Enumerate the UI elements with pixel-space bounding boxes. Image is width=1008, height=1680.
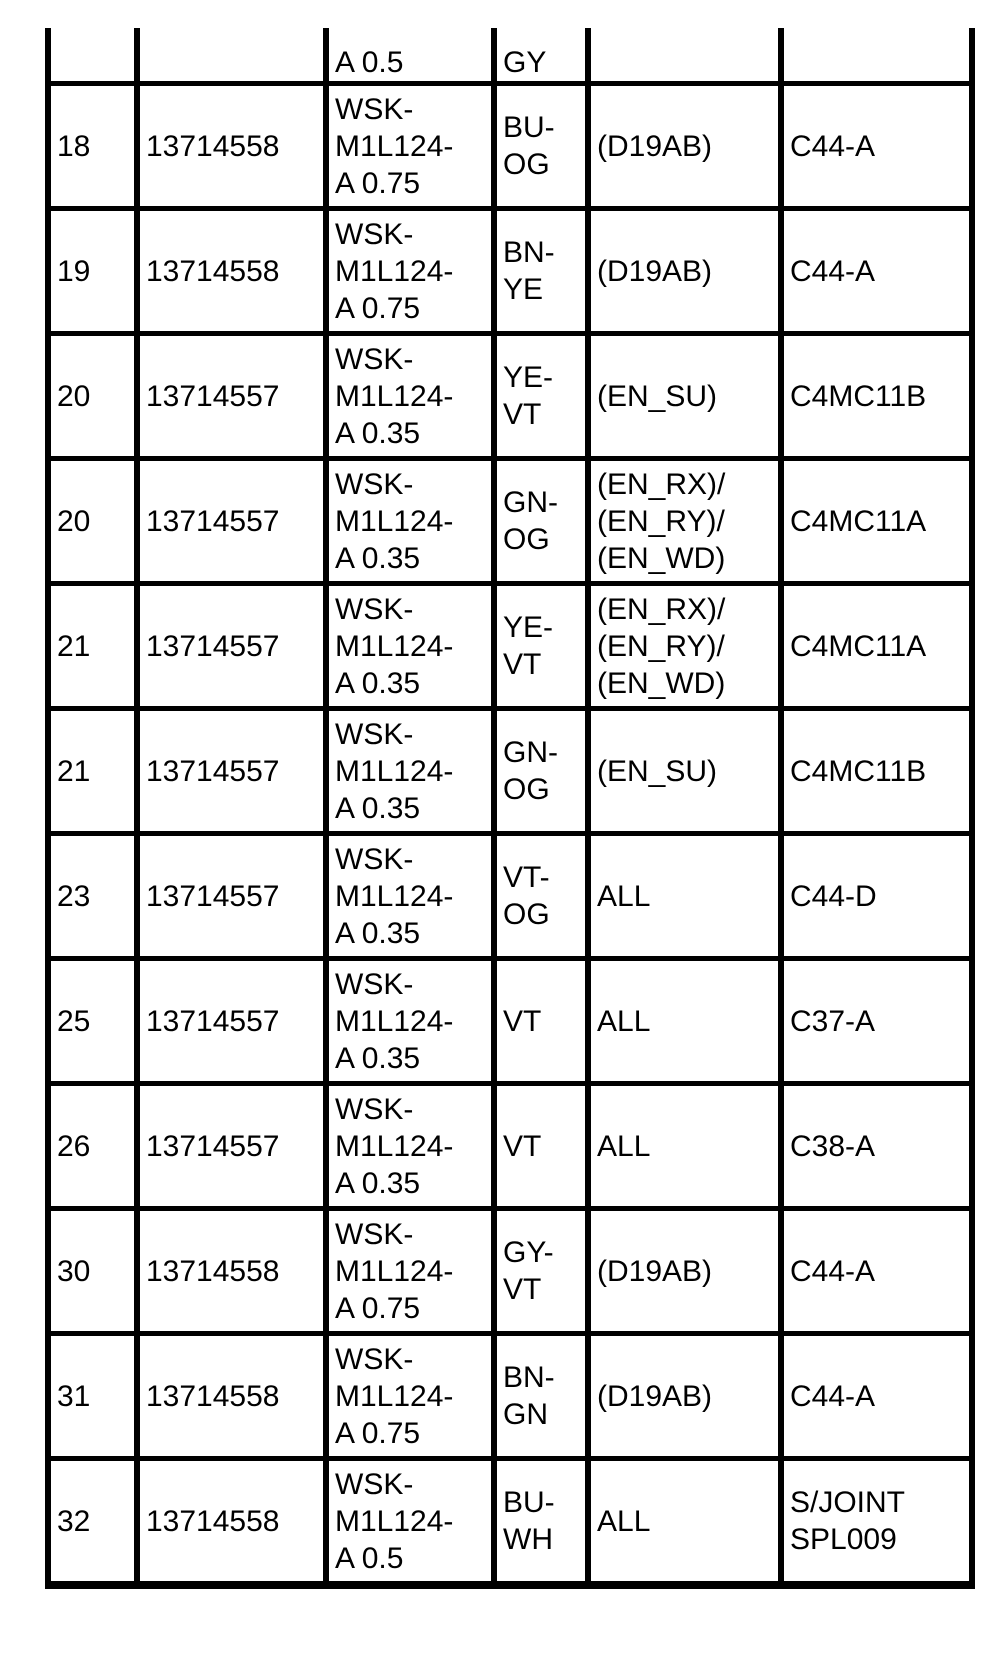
part-number-cell: 13714558	[137, 1209, 326, 1334]
table-row	[48, 584, 972, 709]
part-number-cell: 13714557	[137, 1084, 326, 1209]
wire-spec-cell: WSK- M1L124- A 0.75	[326, 1209, 494, 1334]
part-number-cell: 13714557	[137, 334, 326, 459]
wire-spec-cell: WSK- M1L124- A 0.35	[326, 834, 494, 959]
wire-spec-cell: WSK- M1L124- A 0.75	[326, 209, 494, 334]
destination-cell: C44-A	[781, 1334, 972, 1459]
pin-cell: 31	[48, 1334, 137, 1459]
pin-cell: 20	[48, 334, 137, 459]
color-cell: BU- OG	[494, 84, 588, 209]
part-number-cell: 13714557	[137, 584, 326, 709]
part-number-cell: 13714557	[137, 459, 326, 584]
destination-cell: C44-D	[781, 834, 972, 959]
part-number-cell: 13714558	[137, 209, 326, 334]
wire-spec-cell: WSK- M1L124- A 0.35	[326, 1084, 494, 1209]
option-cell: ALL	[588, 1084, 781, 1209]
destination-cell: C4MC11A	[781, 584, 972, 709]
part-number-cell	[137, 28, 326, 84]
wiring-table-container	[45, 28, 969, 1589]
color-cell: VT	[494, 1084, 588, 1209]
color-cell: VT	[494, 959, 588, 1084]
option-cell: ALL	[588, 1459, 781, 1586]
option-cell: (D19AB)	[588, 1334, 781, 1459]
option-cell: ALL	[588, 834, 781, 959]
pin-cell: 21	[48, 584, 137, 709]
option-cell: (D19AB)	[588, 209, 781, 334]
wire-spec-cell: WSK- M1L124- A 0.5	[326, 1459, 494, 1586]
color-cell: YE- VT	[494, 334, 588, 459]
destination-cell: C38-A	[781, 1084, 972, 1209]
destination-cell: C4MC11B	[781, 334, 972, 459]
wire-spec-cell: WSK- M1L124- A 0.75	[326, 1334, 494, 1459]
destination-cell: C44-A	[781, 1209, 972, 1334]
color-cell: GN- OG	[494, 709, 588, 834]
option-cell: (D19AB)	[588, 1209, 781, 1334]
table-row	[48, 1459, 972, 1586]
wire-spec-cell: WSK- M1L124- A 0.35	[326, 334, 494, 459]
option-cell: (EN_SU)	[588, 334, 781, 459]
table-row	[48, 1209, 972, 1334]
color-cell: GY	[494, 28, 588, 84]
option-cell: (EN_SU)	[588, 709, 781, 834]
destination-cell: S/JOINT SPL009	[781, 1459, 972, 1586]
color-cell: GN- OG	[494, 459, 588, 584]
wire-spec-cell: WSK- M1L124- A 0.35	[326, 459, 494, 584]
destination-cell: C4MC11B	[781, 709, 972, 834]
option-cell	[588, 28, 781, 84]
pin-cell: 23	[48, 834, 137, 959]
wire-spec-cell: WSK- M1L124- A 0.35	[326, 584, 494, 709]
color-cell: BN- GN	[494, 1334, 588, 1459]
destination-cell	[781, 28, 972, 84]
option-cell: (D19AB)	[588, 84, 781, 209]
pin-cell: 30	[48, 1209, 137, 1334]
part-number-cell: 13714557	[137, 959, 326, 1084]
pin-cell: 32	[48, 1459, 137, 1586]
pin-cell: 21	[48, 709, 137, 834]
option-cell: (EN_RX)/ (EN_RY)/ (EN_WD)	[588, 459, 781, 584]
table-row	[48, 84, 972, 209]
color-cell: GY- VT	[494, 1209, 588, 1334]
destination-cell: C37-A	[781, 959, 972, 1084]
part-number-cell: 13714558	[137, 1459, 326, 1586]
color-cell: BU- WH	[494, 1459, 588, 1586]
table-row	[48, 1334, 972, 1459]
pin-cell	[48, 28, 137, 84]
wire-spec-cell: WSK- M1L124- A 0.35	[326, 959, 494, 1084]
table-row	[48, 709, 972, 834]
wire-spec-cell: WSK- M1L124- A 0.35	[326, 709, 494, 834]
wiring-table-body	[48, 28, 972, 1585]
color-cell: BN- YE	[494, 209, 588, 334]
table-row	[48, 959, 972, 1084]
table-row	[48, 834, 972, 959]
part-number-cell: 13714557	[137, 834, 326, 959]
destination-cell: C44-A	[781, 209, 972, 334]
table-row	[48, 209, 972, 334]
destination-cell: C4MC11A	[781, 459, 972, 584]
table-row	[48, 334, 972, 459]
part-number-cell: 13714558	[137, 1334, 326, 1459]
wire-spec-cell: WSK- M1L124- A 0.75	[326, 84, 494, 209]
part-number-cell: 13714557	[137, 709, 326, 834]
option-cell: (EN_RX)/ (EN_RY)/ (EN_WD)	[588, 584, 781, 709]
wiring-table	[45, 28, 975, 1589]
destination-cell: C44-A	[781, 84, 972, 209]
pin-cell: 20	[48, 459, 137, 584]
table-row-partial	[48, 28, 972, 84]
wire-spec-cell: A 0.5	[326, 28, 494, 84]
pin-cell: 18	[48, 84, 137, 209]
pin-cell: 26	[48, 1084, 137, 1209]
pin-cell: 25	[48, 959, 137, 1084]
table-row	[48, 459, 972, 584]
pin-cell: 19	[48, 209, 137, 334]
table-row	[48, 1084, 972, 1209]
color-cell: VT- OG	[494, 834, 588, 959]
option-cell: ALL	[588, 959, 781, 1084]
part-number-cell: 13714558	[137, 84, 326, 209]
color-cell: YE- VT	[494, 584, 588, 709]
